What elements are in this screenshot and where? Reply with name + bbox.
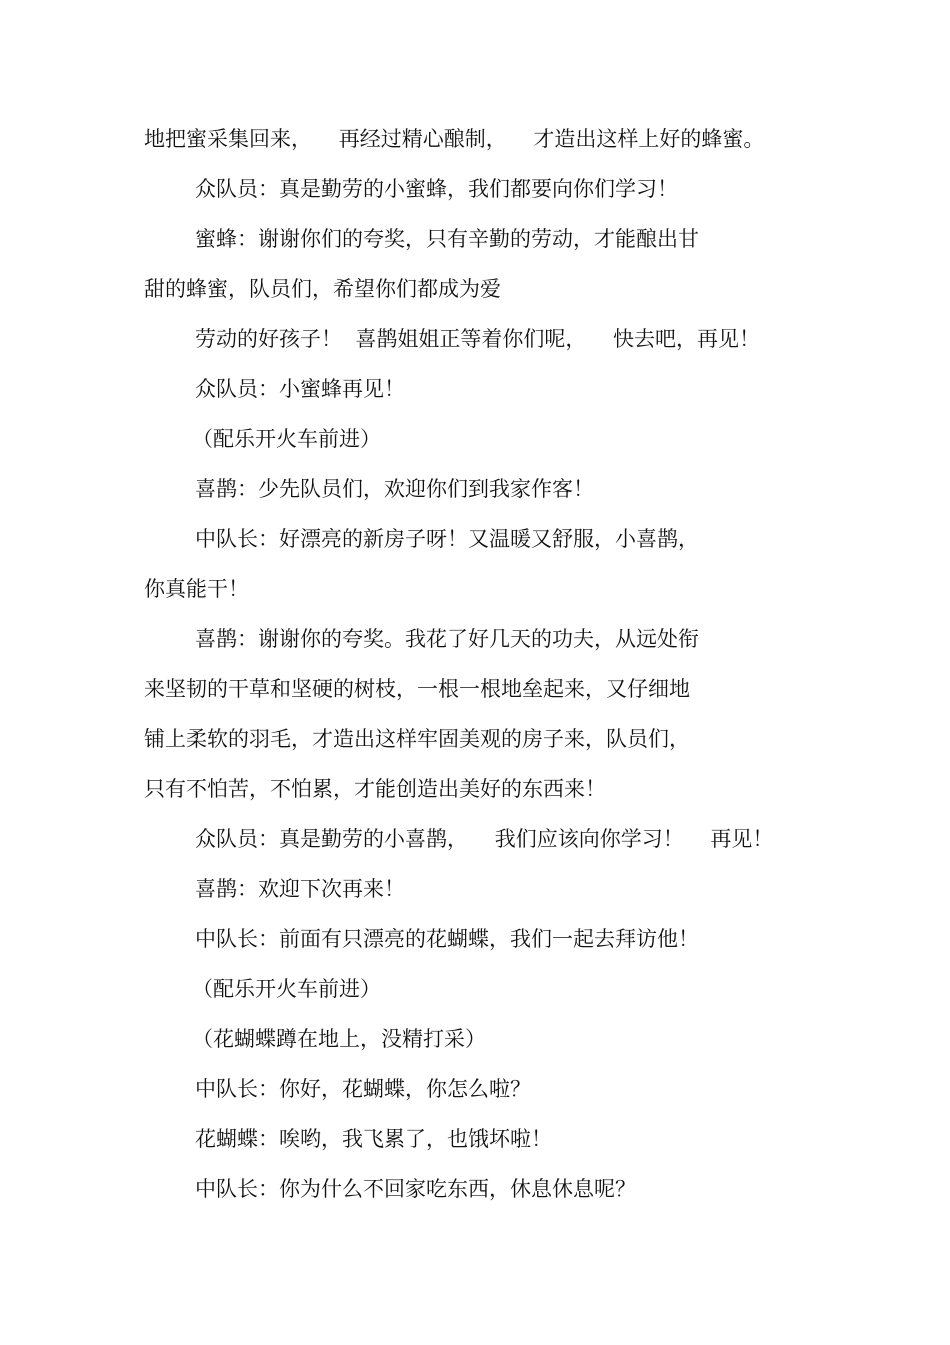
text-line: 众队员：真是勤劳的小喜鹊， 我们应该向你学习！ 再见！ bbox=[195, 827, 774, 851]
text-line: 喜鹊：少先队员们，欢迎你们到我家作客！ bbox=[195, 477, 594, 501]
text-line: 喜鹊：谢谢你的夸奖。我花了好几天的功夫，从远处衔 bbox=[195, 627, 699, 651]
text-line: 蜜蜂：谢谢你们的夸奖，只有辛勤的劳动，才能酿出甘 bbox=[195, 227, 699, 251]
text-line: 喜鹊：欢迎下次再来！ bbox=[195, 877, 405, 901]
text-line: 铺上柔软的羽毛，才造出这样牢固美观的房子来，队员们， bbox=[144, 727, 690, 751]
text-line: 中队长：你为什么不回家吃东西，休息休息呢？ bbox=[195, 1177, 636, 1201]
stage-direction: （配乐开火车前进） bbox=[192, 427, 381, 451]
text-line: 地把蜜采集回来， 再经过精心酿制， 才造出这样上好的蜂蜜。 bbox=[144, 127, 765, 151]
text-line: 众队员：真是勤劳的小蜜蜂，我们都要向你们学习！ bbox=[195, 177, 678, 201]
stage-direction: （花蝴蝶蹲在地上，没精打采） bbox=[192, 1027, 486, 1051]
text-line: 中队长：你好，花蝴蝶，你怎么啦？ bbox=[195, 1077, 531, 1101]
text-line: 甜的蜂蜜，队员们，希望你们都成为爱 bbox=[144, 277, 501, 301]
text-line: 花蝴蝶：唉哟，我飞累了，也饿坏啦！ bbox=[195, 1127, 552, 1151]
text-line: 劳动的好孩子！ 喜鹊姐姐正等着你们呢， 快去吧，再见！ bbox=[195, 327, 761, 351]
text-line: 只有不怕苦，不怕累，才能创造出美好的东西来！ bbox=[144, 777, 606, 801]
text-line: 来坚韧的干草和坚硬的树枝，一根一根地垒起来，又仔细地 bbox=[144, 677, 690, 701]
stage-direction: （配乐开火车前进） bbox=[192, 977, 381, 1001]
text-line: 你真能干！ bbox=[144, 577, 249, 601]
text-line: 中队长：前面有只漂亮的花蝴蝶，我们一起去拜访他！ bbox=[195, 927, 699, 951]
text-line: 众队员：小蜜蜂再见！ bbox=[195, 377, 405, 401]
text-line: 中队长：好漂亮的新房子呀！又温暖又舒服，小喜鹊， bbox=[195, 527, 699, 551]
